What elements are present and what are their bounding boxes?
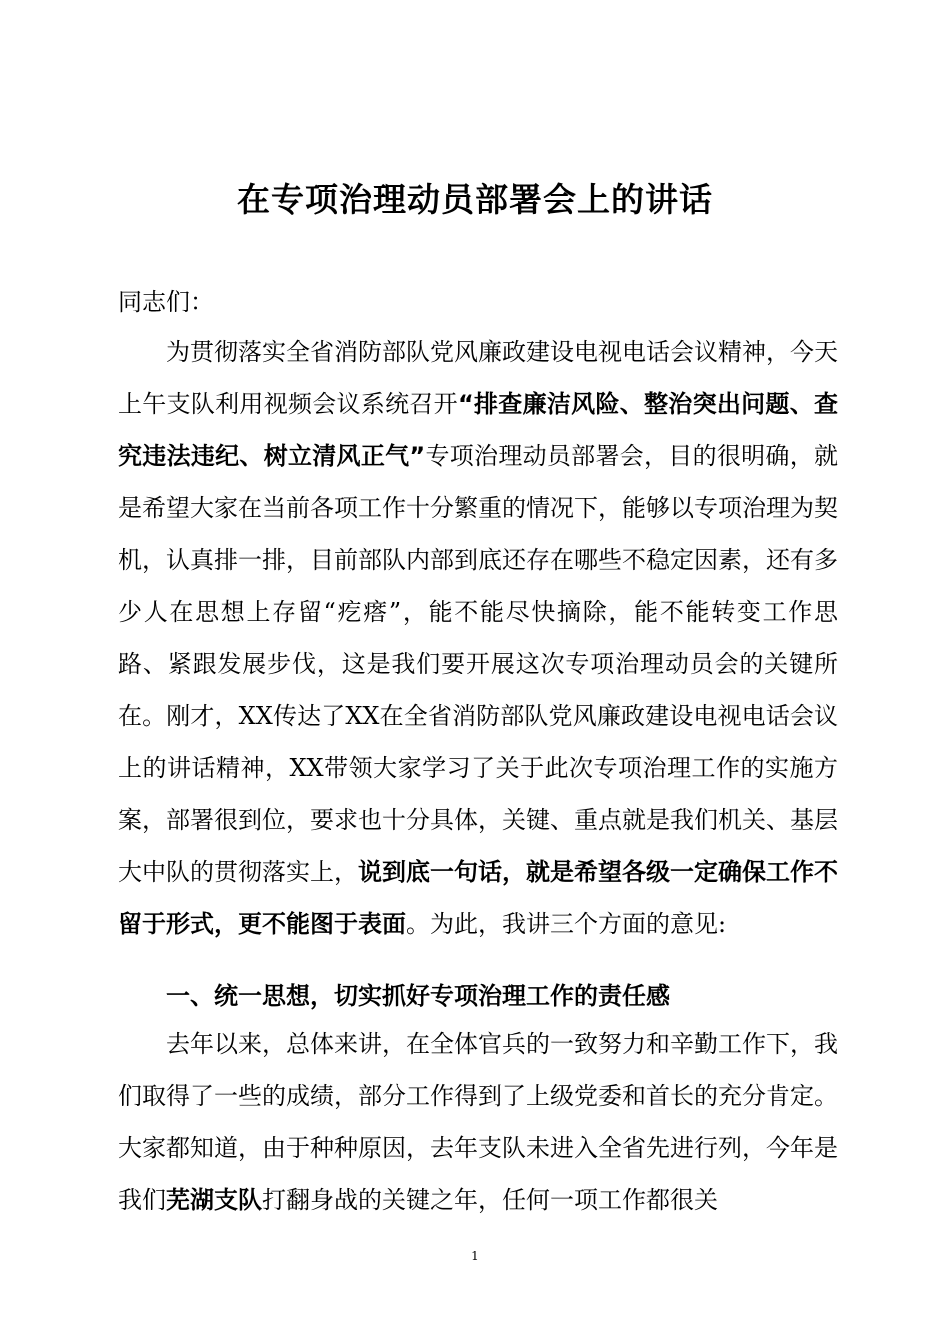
paragraph-1-text-b: 专项治理动员部署会，目的很明确，就是希望大家在当前各项工作十分繁重的情况下，能够以专项治理为契机，认真排一排，目前部队内部到底还存在哪些不稳定因素，还有多少人在思想上存留“疙瘩”，能不能尽快摘除，能不能转变工作思路、紧跟发展步伐，这是我们要开展这次专项治理动员会的关键所在。刚才，XX传达了XX在全省消防部队党风廉政建设电视电话会议上的讲话精神，XX带领大家学习了关于此次专项治理工作的实施方案，部署很到位，要求也十分具体，关键、重点就是我们机关、基层大中队的贯彻落实上，: [118, 442, 839, 886]
paragraph-2-text-a: 去年以来，总体来讲，在全体官兵的一致努力和辛勤工作下，我们取得了一些的成绩，部分工作得到了上级党委和首长的充分肯定。大家都知道，由于种种原因，去年支队未进入全省先进行列，今年是我们: [118, 1030, 838, 1214]
document-title: 在专项治理动员部署会上的讲话: [237, 180, 713, 219]
paragraph-1-text-c: 。为此，我讲三个方面的意见:: [406, 910, 727, 938]
paragraph-1-emphasis-b: 说到底一句话，就是希望各级一定确保工作不留于形式，更不能图于表面: [118, 858, 838, 938]
page-number: 1: [471, 1249, 479, 1263]
paragraph-2-emphasis-a: 芜湖支队: [166, 1186, 262, 1214]
paragraph-1-text-a: 为贯彻落实全省消防部队党风廉政建设电视电话会议精神，今天上午支队利用视频会议系统召开: [118, 338, 838, 418]
paragraph-2-text-b: 打翻身战的关键之年，任何一项工作都很关: [262, 1186, 718, 1214]
paragraph-2: [118, 1018, 838, 1226]
paragraph-1-emphasis-a: “排查廉洁风险、整治突出问题、查究违法违纪、树立清风正气”: [118, 390, 838, 470]
section-heading-1: 一、统一思想，切实抓好专项治理工作的责任感: [166, 982, 670, 1010]
greeting: 同志们：: [118, 288, 214, 316]
paragraph-1: [118, 326, 838, 950]
